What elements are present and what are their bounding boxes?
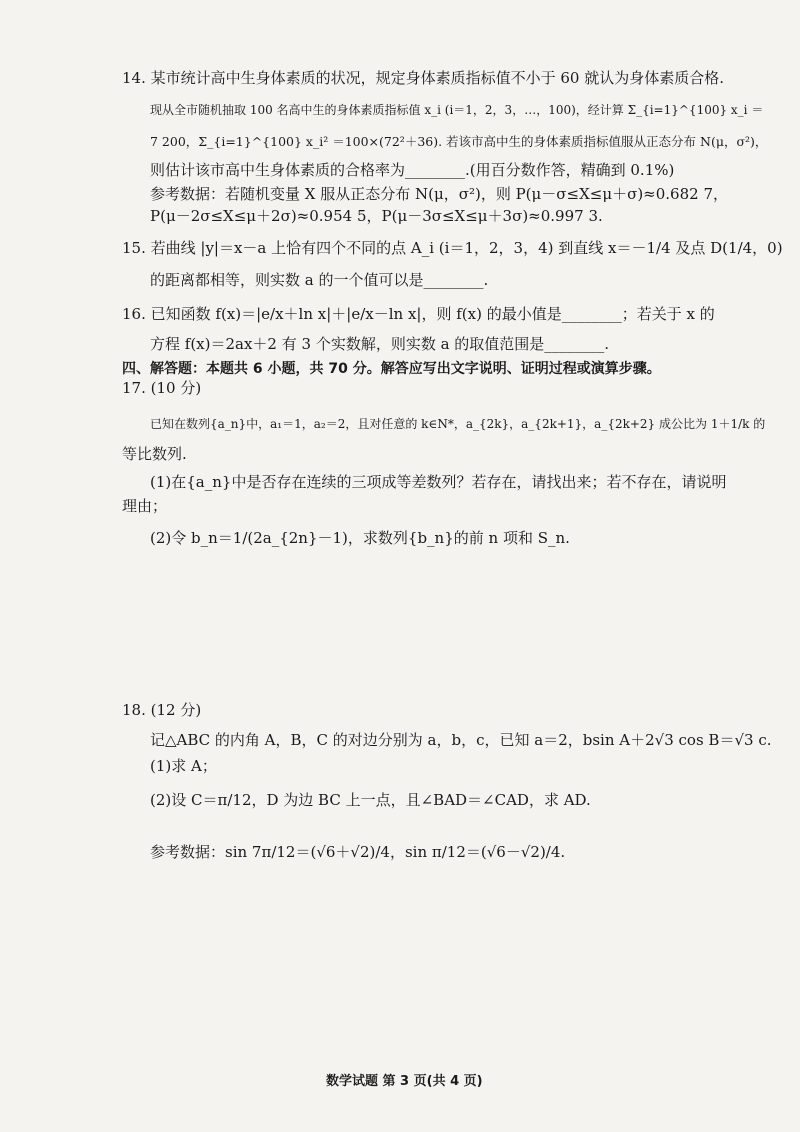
- q18-reference-data: 参考数据：sin 7π/12＝(√6＋√2)/4，sin π/12＝(√6－√2)/4.: [150, 843, 566, 861]
- q14-line-4: 则估计该市高中生身体素质的合格率为________.(用百分数作答，精确到 0.1%): [150, 161, 675, 179]
- q15-line-2: 的距离都相等，则实数 a 的一个值可以是________.: [150, 271, 489, 289]
- section-heading-4: 四、解答题：本题共 6 小题，共 70 分。解答应写出文字说明、证明过程或演算步骤。: [122, 361, 661, 377]
- q17-line-2: 等比数列.: [122, 445, 187, 463]
- q14-line-5: 参考数据：若随机变量 X 服从正态分布 N(μ，σ²)，则 P(μ－σ≤X≤μ＋σ)≈0.682 7，: [150, 185, 728, 203]
- q18-heading: 18. (12 分): [122, 701, 202, 719]
- q14-line-2: 现从全市随机抽取 100 名高中生的身体素质指标值 x_i (i＝1，2，3，…，100)，经计算 Σ_{i=1}^{100} x_i ＝: [150, 103, 764, 117]
- q14-line-3: 7 200，Σ_{i=1}^{100} x_i² ＝100×(72²＋36). 若该市高中生的身体素质指标值服从正态分布 N(μ，σ²)，: [150, 134, 768, 149]
- q17-part-1-line-2: 理由；: [122, 497, 168, 515]
- q14-line-1: 14. 某市统计高中生身体素质的状况，规定身体素质指标值不小于 60 就认为身体素质合格.: [122, 69, 725, 87]
- q17-part-2: (2)令 b_n＝1/(2a_{2n}－1)，求数列{b_n}的前 n 项和 S_n.: [150, 529, 570, 547]
- q15-line-1: 15. 若曲线 |y|＝x－a 上恰有四个不同的点 A_i (i＝1，2，3，4) 到直线 x＝－1/4 及点 D(1/4，0): [122, 239, 783, 257]
- q18-part-1: (1)求 A；: [150, 757, 217, 775]
- q18-line-1: 记△ABC 的内角 A，B，C 的对边分别为 a，b，c，已知 a＝2，bsin A＋2√3 cos B＝√3 c.: [150, 731, 772, 749]
- page-footer: 数学试题 第 3 页(共 4 页): [326, 1074, 483, 1089]
- q17-part-1-line-1: (1)在{a_n}中是否存在连续的三项成等差数列？若存在，请找出来；若不存在，请说明: [150, 473, 727, 491]
- q16-line-2: 方程 f(x)＝2ax＋2 有 3 个实数解，则实数 a 的取值范围是________.: [150, 335, 610, 353]
- q14-line-6: P(μ－2σ≤X≤μ＋2σ)≈0.954 5，P(μ－3σ≤X≤μ＋3σ)≈0.997 3.: [150, 207, 603, 225]
- q17-line-1: 已知在数列{a_n}中，a₁＝1，a₂＝2，且对任意的 k∈N*，a_{2k}，a_{2k+1}，a_{2k+2} 成公比为 1＋1/k 的: [150, 417, 766, 431]
- q17-heading: 17. (10 分): [122, 379, 202, 397]
- q16-line-1: 16. 已知函数 f(x)＝|e/x＋ln x|＋|e/x－ln x|，则 f(x) 的最小值是________；若关于 x 的: [122, 305, 715, 323]
- q18-part-2: (2)设 C＝π/12，D 为边 BC 上一点，且∠BAD＝∠CAD，求 AD.: [150, 791, 591, 809]
